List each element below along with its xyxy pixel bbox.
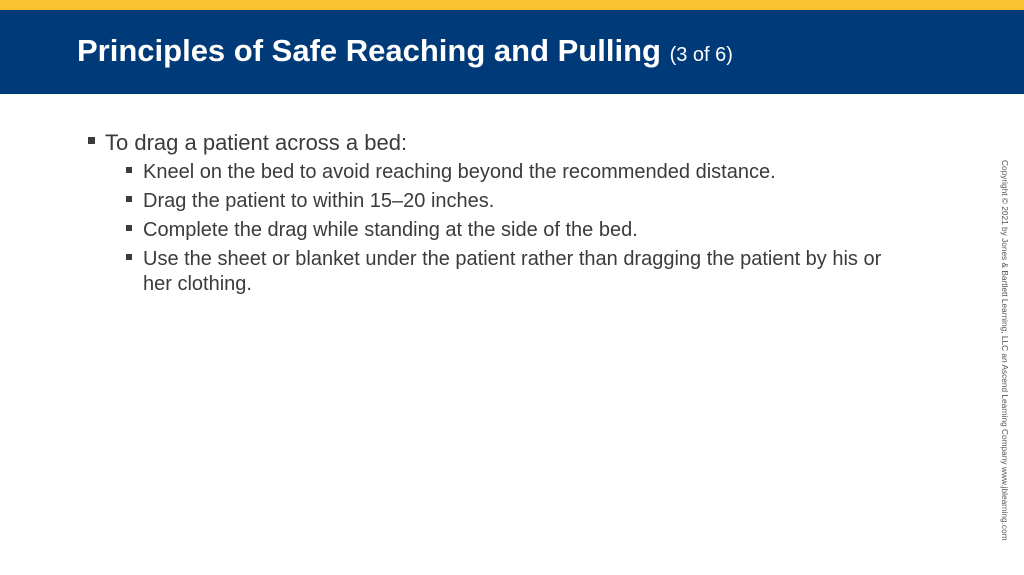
copyright-notice: Copyright © 2021 by Jones & Bartlett Learning, LLC an Ascend Learning Company www.jblearning.com [1000,160,1010,541]
slide-title-text: Principles of Safe Reaching and Pulling [77,33,661,68]
sub-bullet-list [124,160,926,297]
sub-bullet-item: Kneel on the bed to avoid reaching beyond the recommended distance. [124,160,908,185]
main-bullet: To drag a patient across a bed: [86,128,926,158]
slide-content [86,128,926,301]
sub-bullet-item: Drag the patient to within 15–20 inches. [124,189,908,214]
accent-bar [0,0,1024,10]
slide-title [77,30,733,76]
sub-bullet-item: Complete the drag while standing at the side of the bed. [124,218,908,243]
slide-title-counter: (3 of 6) [669,44,733,66]
sub-bullet-item: Use the sheet or blanket under the patient rather than dragging the patient by his or her clothing. [124,247,908,297]
